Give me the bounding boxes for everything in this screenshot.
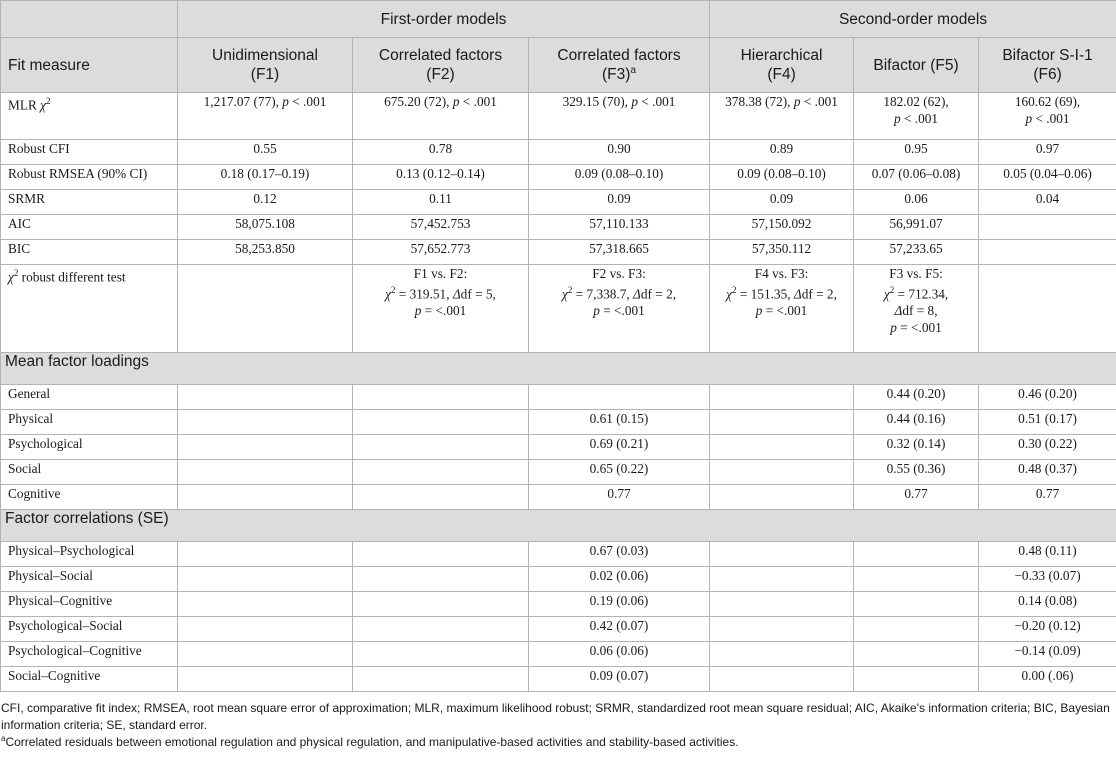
cell-f3: 0.06 (0.06) (529, 642, 710, 667)
cell-f3: 0.09 (0.07) (529, 667, 710, 692)
table-row (1, 567, 1116, 592)
cell-f6: 0.48 (0.37) (979, 460, 1116, 485)
table-row (1, 485, 1116, 510)
cell-f6: 0.00 (.06) (979, 667, 1116, 692)
cell-f1 (178, 265, 353, 353)
table-row (1, 215, 1116, 240)
row-label-psychological-cognitive: Psychological–Cognitive (1, 642, 178, 667)
row-label-cognitive: Cognitive (1, 485, 178, 510)
group-second-order: Second-order models (710, 1, 1116, 38)
row-label-social: Social (1, 460, 178, 485)
cell-f3: 0.09 (529, 190, 710, 215)
cell-f5 (854, 567, 979, 592)
cell-f2 (353, 435, 529, 460)
cell-f2: 57,452.753 (353, 215, 529, 240)
cell-f2: 675.20 (72), p < .001 (353, 93, 529, 140)
cell-f3: 329.15 (70), p < .001 (529, 93, 710, 140)
cell-f1 (178, 435, 353, 460)
cell-f3: 0.67 (0.03) (529, 542, 710, 567)
row-label-social-cognitive: Social–Cognitive (1, 667, 178, 692)
cell-f1 (178, 592, 353, 617)
row-label-bic: BIC (1, 240, 178, 265)
cell-f1 (178, 485, 353, 510)
row-label-robust-rmsea-90-ci: Robust RMSEA (90% CI) (1, 165, 178, 190)
cell-f6: −0.14 (0.09) (979, 642, 1116, 667)
cell-f2: 0.11 (353, 190, 529, 215)
cell-f1: 0.18 (0.17–0.19) (178, 165, 353, 190)
cell-f1 (178, 617, 353, 642)
section-factor-correlations: Factor correlations (SE) (1, 510, 1116, 542)
cell-f2 (353, 567, 529, 592)
cell-f4 (710, 542, 854, 567)
cell-f5: 0.44 (0.16) (854, 410, 979, 435)
row-label-psychological-social: Psychological–Social (1, 617, 178, 642)
row-label-srmr: SRMR (1, 190, 178, 215)
cell-f5 (854, 542, 979, 567)
cell-f4 (710, 592, 854, 617)
cell-f6: 0.05 (0.04–0.06) (979, 165, 1116, 190)
cell-f2 (353, 485, 529, 510)
table-row (1, 165, 1116, 190)
cell-f1 (178, 567, 353, 592)
cell-f3: 0.77 (529, 485, 710, 510)
cell-f3: 0.09 (0.08–0.10) (529, 165, 710, 190)
cell-f5: 0.95 (854, 140, 979, 165)
cell-f3: 0.19 (0.06) (529, 592, 710, 617)
cell-f4: 57,150.092 (710, 215, 854, 240)
cell-f6: 0.46 (0.20) (979, 385, 1116, 410)
table-row (1, 592, 1116, 617)
col-f4: Hierarchical (F4) (710, 38, 854, 93)
table-row (1, 240, 1116, 265)
col-f2: Correlated factors (F2) (353, 38, 529, 93)
table-row (1, 667, 1116, 692)
footnote-marker-a: a (630, 64, 636, 76)
table-row (1, 435, 1116, 460)
row-label-psychological: Psychological (1, 435, 178, 460)
cell-f2: 0.78 (353, 140, 529, 165)
cell-f4 (710, 385, 854, 410)
cell-f2 (353, 542, 529, 567)
group-first-order: First-order models (178, 1, 710, 38)
cell-f4: 0.89 (710, 140, 854, 165)
cell-f2 (353, 642, 529, 667)
table-row (1, 617, 1116, 642)
cell-f6: 0.97 (979, 140, 1116, 165)
cell-f6: −0.33 (0.07) (979, 567, 1116, 592)
cell-f3: F2 vs. F3: $\chi^2 = 7,338.7$, Δdf = 2, p = <.001 (529, 265, 710, 353)
section-mean-factor-loadings: Mean factor loadings (1, 353, 1116, 385)
fit-measures-body (1, 93, 1116, 353)
table-row (1, 460, 1116, 485)
cell-f6: 0.30 (0.22) (979, 435, 1116, 460)
row-label-physical-social: Physical–Social (1, 567, 178, 592)
cell-f5: 0.77 (854, 485, 979, 510)
cell-f5: 0.55 (0.36) (854, 460, 979, 485)
cell-f2: 0.13 (0.12–0.14) (353, 165, 529, 190)
header-corner (1, 1, 178, 38)
cell-f1 (178, 667, 353, 692)
table-row (1, 385, 1116, 410)
cell-f5: 0.06 (854, 190, 979, 215)
cell-f4 (710, 567, 854, 592)
row-label-physical-psychological: Physical–Psychological (1, 542, 178, 567)
row-label-robust-cfi: Robust CFI (1, 140, 178, 165)
cell-f4 (710, 485, 854, 510)
cell-f3: 57,318.665 (529, 240, 710, 265)
cell-f2 (353, 385, 529, 410)
cell-f4: 57,350.112 (710, 240, 854, 265)
table-row (1, 542, 1116, 567)
table-row (1, 642, 1116, 667)
table-row (1, 190, 1116, 215)
col-f1: Unidimensional (F1) (178, 38, 353, 93)
cell-f1 (178, 385, 353, 410)
correlations-body (1, 542, 1116, 692)
cell-f1: 58,253.850 (178, 240, 353, 265)
cell-f2 (353, 460, 529, 485)
loadings-body (1, 385, 1116, 510)
cell-f3: 0.61 (0.15) (529, 410, 710, 435)
table-footnotes (1, 700, 1111, 751)
cell-f4: 0.09 (710, 190, 854, 215)
cell-f6: 0.48 (0.11) (979, 542, 1116, 567)
cell-f6: 0.51 (0.17) (979, 410, 1116, 435)
cell-f3 (529, 385, 710, 410)
cell-f3: 57,110.133 (529, 215, 710, 240)
col-f3: Correlated factors $(F3)^a$ (529, 38, 710, 93)
table-row (1, 265, 1116, 353)
cell-f2 (353, 617, 529, 642)
cell-f5 (854, 667, 979, 692)
cell-f1: 58,075.108 (178, 215, 353, 240)
cell-f1: 0.55 (178, 140, 353, 165)
cell-f6: 0.77 (979, 485, 1116, 510)
cell-f5 (854, 592, 979, 617)
cell-f4 (710, 460, 854, 485)
cell-f4 (710, 410, 854, 435)
cell-f6: −0.20 (0.12) (979, 617, 1116, 642)
cell-f5: 182.02 (62), p < .001 (854, 93, 979, 140)
cell-f1 (178, 542, 353, 567)
cell-f2: F1 vs. F2: $\chi^2 = 319.51$, Δdf = 5, p = <.001 (353, 265, 529, 353)
cell-f3: 0.69 (0.21) (529, 435, 710, 460)
cell-f3: 0.42 (0.07) (529, 617, 710, 642)
footnote-abbreviations: CFI, comparative fit index; RMSEA, root mean square error of approximation; MLR, maximum likelihood robust; SRMR, standardized root mean square residual; AIC, Akaike's information criteria; BIC, Bayesian information criteria; SE, standard error. (1, 701, 1110, 732)
col-f6: Bifactor S-I-1 (F6) (979, 38, 1116, 93)
cell-f6: 0.04 (979, 190, 1116, 215)
cell-f5: F3 vs. F5: $\chi^2 = 712.34$, Δdf = 8, p = <.001 (854, 265, 979, 353)
cell-f5: 0.07 (0.06–0.08) (854, 165, 979, 190)
cell-f4 (710, 667, 854, 692)
row-label-aic: AIC (1, 215, 178, 240)
row-label-general: General (1, 385, 178, 410)
cell-f2 (353, 410, 529, 435)
cell-f6: 160.62 (69), p < .001 (979, 93, 1116, 140)
cell-f1 (178, 642, 353, 667)
row-label-mlr: MLR $\chi^2$ (1, 93, 178, 140)
cell-f5: 57,233.65 (854, 240, 979, 265)
cell-f2 (353, 592, 529, 617)
cell-f4 (710, 642, 854, 667)
cell-f5: 0.32 (0.14) (854, 435, 979, 460)
row-label-physical: Physical (1, 410, 178, 435)
cell-f1: 0.12 (178, 190, 353, 215)
cell-f5 (854, 617, 979, 642)
table-row (1, 410, 1116, 435)
cell-f1 (178, 460, 353, 485)
cell-f2: 57,652.773 (353, 240, 529, 265)
cell-f3: 0.02 (0.06) (529, 567, 710, 592)
cell-f2 (353, 667, 529, 692)
table-row (1, 140, 1116, 165)
cell-f5: 0.44 (0.20) (854, 385, 979, 410)
cell-f3: 0.65 (0.22) (529, 460, 710, 485)
cell-f5: 56,991.07 (854, 215, 979, 240)
cell-f4 (710, 617, 854, 642)
cell-f3: 0.90 (529, 140, 710, 165)
row-label-physical-cognitive: Physical–Cognitive (1, 592, 178, 617)
row-label-robust-different-test: $\chi^2$ robust different test (1, 265, 178, 353)
col-f5: Bifactor (F5) (854, 38, 979, 93)
cell-f1: 1,217.07 (77), p < .001 (178, 93, 353, 140)
cell-f6 (979, 240, 1116, 265)
footnote-a: $^a$Correlated residuals between emotional regulation and physical regulation, and manipulative-based activities and stability-based activities. (1, 734, 739, 749)
cell-f4: F4 vs. F3: $\chi^2 = 151.35$, Δdf = 2, p = <.001 (710, 265, 854, 353)
cell-f4: 378.38 (72), p < .001 (710, 93, 854, 140)
cell-f5 (854, 642, 979, 667)
col-fit-measure: Fit measure (1, 38, 178, 93)
cell-f6: 0.14 (0.08) (979, 592, 1116, 617)
cell-f1 (178, 410, 353, 435)
cell-f4: 0.09 (0.08–0.10) (710, 165, 854, 190)
cell-f4 (710, 435, 854, 460)
table-row (1, 93, 1116, 140)
cell-f6 (979, 265, 1116, 353)
cell-f6 (979, 215, 1116, 240)
